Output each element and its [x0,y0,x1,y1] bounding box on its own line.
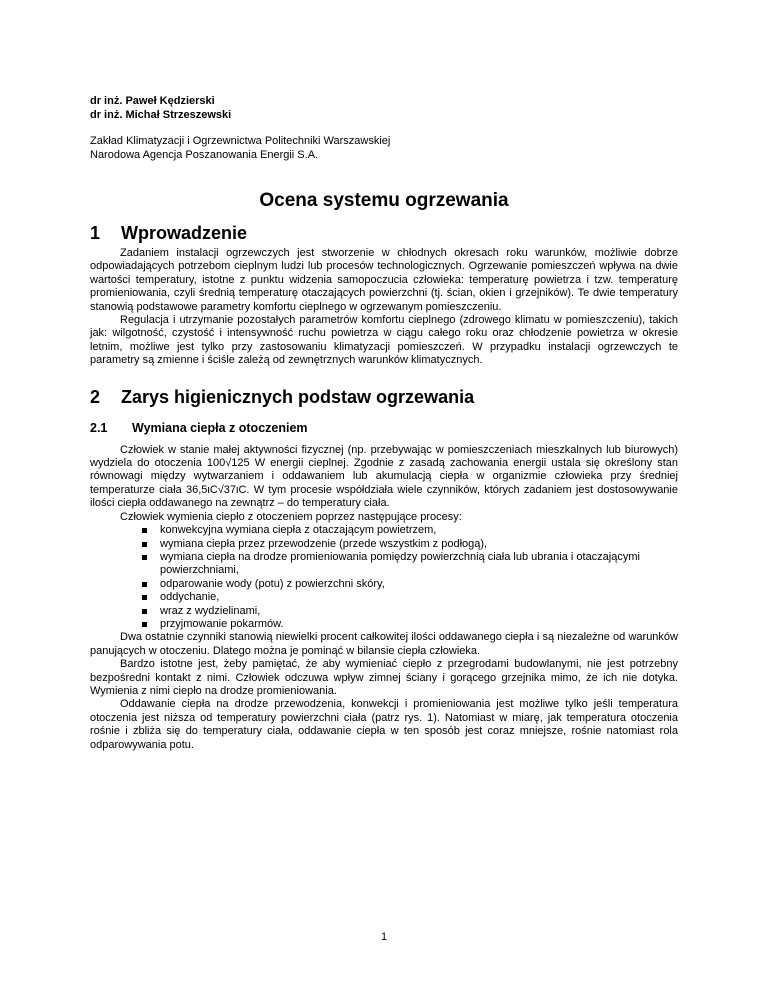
section-body [90,247,678,368]
bullet-square-icon [142,555,147,560]
list-item-text: oddychanie, [160,591,220,604]
affiliation: Zakład Klimatyzacji i Ogrzewnictwa Politechniki Warszawskiej [90,135,391,147]
list-item [142,578,678,591]
paragraph: Bardzo istotne jest, żeby pamiętać, że aby wymieniać ciepło z przegrodami budowlanymi, nie jest potrzebny bezpośredni kontakt z nimi. Człowiek odczuwa wpływ zimnej ściany i gorącego grzejnika mimo, że ich nie dotyka. Wymienia z nimi ciepło na drodze promieniowania. [90,658,678,697]
document-page [90,94,678,752]
section-number: 1 [90,223,101,243]
list-item-text: odparowanie wody (potu) z powierzchni skóry, [160,577,385,590]
bullet-square-icon [142,528,147,533]
list-item [142,538,678,551]
authors [90,94,678,122]
bullet-square-icon [142,542,147,547]
list-item [142,591,678,604]
page-number: 1 [380,931,388,943]
section-title: Zarys higienicznych podstaw ogrzewania [121,386,475,407]
list-item [142,524,678,537]
list-item [142,618,678,631]
section-number: 2 [90,386,101,407]
paragraph: Oddawanie ciepła na drodze przewodzenia, konwekcji i promieniowania jest możliwe tylko jeśli temperatura otoczenia jest niższa od temperatury powierzchni ciała (patrz rys. 1). Natomiast w miarę, jak temperatura otoczenia rośnie i zbliża się do temperatury ciała, oddawanie ciepła w ten sposób jest coraz mniejsze, rośnie natomiast rola odparowywania potu. [90,698,678,751]
list-item [142,551,678,578]
document-title: Ocena systemu ogrzewania [259,190,509,211]
list-item-text: wraz z wydzielinami, [160,604,261,617]
author-name: dr inż. Paweł Kędzierski [90,95,215,107]
list-item-text: wymiana ciepła na drodze promieniowania pomiędzy powierzchnią ciała lub ubrania i otaczającymi powierzchniami, [160,550,640,577]
subsection-heading [90,420,678,436]
list-item-text: wymiana ciepła przez przewodzenie (przede wszystkim z podłogą), [160,537,488,550]
list-item [142,605,678,618]
bullet-list [90,524,678,631]
affiliation: Narodowa Agencja Poszanowania Energii S.A. [90,149,319,161]
paragraph: Człowiek wymienia ciepło z otoczeniem poprzez następujące procesy: [120,510,462,523]
affiliations [90,134,678,162]
section-title: Wprowadzenie [121,223,248,243]
section-heading [90,222,678,244]
list-item-text: przyjmowanie pokarmów. [160,617,284,630]
bullet-square-icon [142,622,147,627]
bullet-square-icon [142,582,147,587]
subsection-title: Wymiana ciepła z otoczeniem [132,420,308,435]
author-name: dr inż. Michał Strzeszewski [90,109,232,121]
subsection-body [90,444,678,752]
bullet-square-icon [142,609,147,614]
paragraph: Regulacja i utrzymanie pozostałych parametrów komfortu cieplnego (zdrowego klimatu w pomieszczeniu), takich jak: wilgotność, czystość i intensywność ruchu powietrza w ciągu całego roku oraz chłodzenie powietrza w okresie letnim, możliwe jest tylko przy zastosowaniu klimatyzacji pomieszczeń. W przypadku instalacji ogrzewczych te parametry są zmienne i ściśle zależą od zewnętrznych warunków klimatycznych. [90,314,678,367]
subsection-number: 2.1 [90,420,108,435]
section-heading [90,386,678,408]
list-item-text: konwekcyjna wymiana ciepła z otaczającym powietrzem, [160,524,437,537]
paragraph: Człowiek w stanie małej aktywności fizycznej (np. przebywając w pomieszczeniach mieszkalnych lub biurowych) wydziela do otoczenia 100√125 W energii cieplnej. Zgodnie z zasadą zachowania energii ustala się określony stan równowagi między wytwarzaniem i oddawaniem lub akumulacją ciepła w organizmie człowieka przy średniej temperaturze ciała 36,5ιC√37ιC. W tym procesie współdziała wiele czynników, których zadaniem jest dostosowywanie ilości ciepła oddawanego na zewnątrz – do temperatury ciała. [90,443,678,510]
paragraph: Dwa ostatnie czynniki stanowią niewielki procent całkowitej ilości oddawanego ciepła i są niezależne od warunków panujących w otoczeniu. Dlatego można je pominąć w bilansie ciepła człowieka. [90,631,678,657]
bullet-square-icon [142,595,147,600]
paragraph: Zadaniem instalacji ogrzewczych jest stworzenie w chłodnych okresach roku warunków, możliwie dobrze odpowiadających potrzebom cieplnym ludzi lub procesów technologicznych. Ogrzewanie pomieszczeń wpływa na dwie wartości temperatury, istotne z punktu widzenia samopoczucia człowieka: temperaturę powietrza i tzw. temperaturę promieniowania, czyli średnią temperaturę otaczających powierzchni (tj. ścian, okien i grzejników). Te dwie temperatury stanowią podstawowe parametry komfortu cieplnego w ogrzewanym pomieszczeniu. [90,247,678,313]
